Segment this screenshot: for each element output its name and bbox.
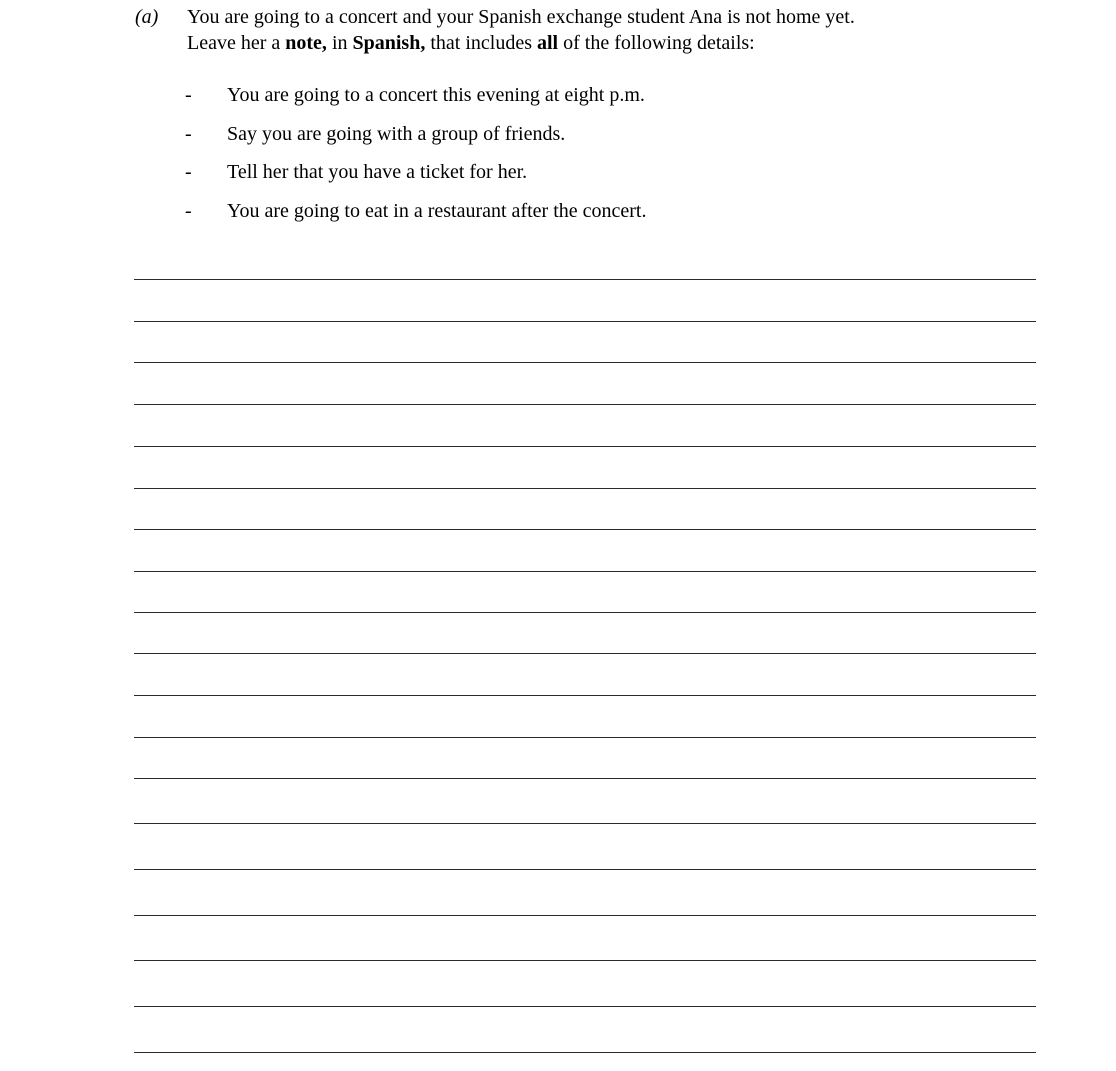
- answer-line[interactable]: [134, 869, 1036, 870]
- instruction-text: in: [326, 32, 353, 54]
- emphasis-note: note,: [285, 32, 327, 54]
- question-label: (a): [135, 6, 159, 28]
- bullet-dash: -: [185, 200, 192, 223]
- answer-line[interactable]: [134, 960, 1036, 961]
- answer-line[interactable]: [134, 695, 1036, 696]
- emphasis-spanish: Spanish,: [352, 32, 426, 54]
- bullet-dash: -: [185, 84, 192, 106]
- answer-line[interactable]: [134, 488, 1036, 489]
- answer-line[interactable]: [134, 737, 1036, 738]
- detail-text: Say you are going with a group of friends.: [227, 122, 566, 145]
- emphasis-all: all: [536, 32, 559, 54]
- answer-line[interactable]: [134, 653, 1036, 654]
- instruction-text: Leave her a: [187, 32, 286, 54]
- answer-line[interactable]: [134, 1006, 1036, 1007]
- answer-line[interactable]: [134, 362, 1036, 363]
- answer-line[interactable]: [134, 1052, 1036, 1053]
- answer-line[interactable]: [134, 529, 1036, 530]
- answer-line[interactable]: [134, 446, 1036, 447]
- answer-line[interactable]: [134, 778, 1036, 779]
- instruction-text: of the following details:: [558, 32, 755, 54]
- answer-writing-area[interactable]: [134, 0, 1036, 1071]
- instruction-text: that includes: [425, 32, 537, 54]
- answer-line[interactable]: [134, 915, 1036, 916]
- answer-line[interactable]: [134, 321, 1036, 322]
- instruction-line-1: You are going to a concert and your Spanish exchange student Ana is not home yet.: [187, 6, 855, 28]
- answer-line[interactable]: [134, 823, 1036, 824]
- bullet-dash: -: [185, 122, 192, 145]
- answer-line[interactable]: [134, 571, 1036, 572]
- detail-text: You are going to eat in a restaurant after the concert.: [227, 200, 647, 223]
- detail-text: You are going to a concert this evening at eight p.m.: [227, 84, 645, 106]
- answer-line[interactable]: [134, 612, 1036, 613]
- answer-line[interactable]: [134, 279, 1036, 280]
- bullet-dash: -: [185, 161, 192, 184]
- detail-text: Tell her that you have a ticket for her.: [227, 161, 528, 184]
- answer-line[interactable]: [134, 404, 1036, 405]
